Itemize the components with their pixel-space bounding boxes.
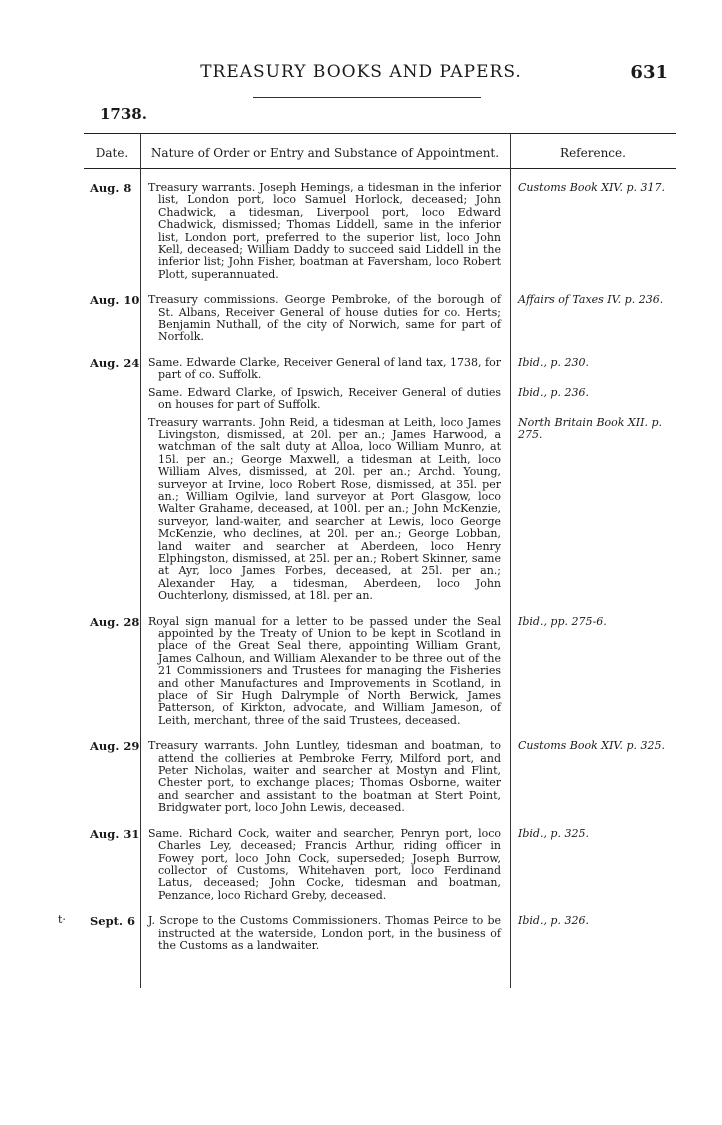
entry-text: Same. Richard Cock, waiter and searcher, Penryn port, loco Charles Ley, deceased; Francis Arthur, riding officer in Fowey port, loco John Cock, superseded; Joseph Burrow, collector of Customs, Whitehaven port, loco Ferdinand Latus, deceased; John Cocke, tidesman and boatman, Penzance, loco Richard Greby, deceased. — [148, 826, 501, 902]
table-top-rule — [84, 133, 676, 134]
entry-text: Treasury warrants. Joseph Hemings, a tidesman in the inferior list, London port, loco Samuel Horlock, deceased; John Chadwick, a tidesman, Liverpool port, loco Edward Chadwick, dismissed; Thomas Liddell, same in the inferior list, London port, preferred to the superior list, loco John Kell, deceased; William Daddy to succeed said Liddell in the inferior list; John Fisher, boatman at Faversham, loco Robert Plott, superannuated. — [148, 181, 501, 281]
entry-reference: Ibid., pp. 275-6. — [518, 614, 607, 628]
table-row — [84, 740, 676, 814]
entry-text: Treasury warrants. John Reid, a tidesman at Leith, loco James Livingston, dismissed, at 20l. per an.; James Harwood, a watchman of the salt duty at Alloa, loco William Munro, at 15l. per an.; George Maxwell, a tidesman at Leith, loco William Alves, dismissed, at 20l. per an.; Archd. Young, surveyor at Irvine, loco Robert Rose, dismissed, at 35l. per an.; William Ogilvie, land surveyor at Port Glasgow, loco Walter Grahame, deceased, at 100l. per an.; John McKenzie, surveyor, land-waiter, and searcher at Lewis, loco George McKenzie, who declines, at 20l. per an.; George Lobban, land waiter and searcher at Aberdeen, loco Henry Elphingston, dismissed, at 25l. per an.; Robert Skinner, same at Ayr, loco James Forbes, deceased, at 25l. per an.; Alexander Hay, a tidesman, Aberdeen, loco John Ouchterlony, dismissed, at 18l. per an. — [148, 415, 501, 603]
entry-date: Sept. 6 — [90, 914, 135, 929]
entry-text: Same. Edwarde Clarke, Receiver General of land tax, 1738, for part of co. Suffolk. — [148, 355, 501, 382]
stray-mark: t· — [58, 913, 66, 926]
head-rule — [253, 97, 481, 98]
entry — [140, 828, 676, 902]
entry-group — [140, 616, 676, 728]
entry-group — [140, 740, 676, 814]
year-heading: 1738. — [100, 105, 147, 123]
entry-reference: Ibid., p. 325. — [518, 826, 589, 840]
entry-reference: North Britain Book XII. p. 275. — [518, 415, 662, 441]
column-header-nature: Nature of Order or Entry and Substance of Appointment. — [150, 146, 500, 160]
entry-group — [140, 182, 676, 281]
running-head: TREASURY BOOKS AND PAPERS. — [200, 62, 522, 82]
entry — [140, 417, 676, 603]
entry-text: Treasury commissions. George Pembroke, of the borough of St. Albans, Receiver General of house duties for co. Herts; Benjamin Nuthall, of the city of Norwich, same for part of Norfolk. — [148, 293, 501, 344]
entry-date: Aug. 28 — [90, 614, 140, 629]
entry — [140, 357, 676, 382]
entry-group — [140, 357, 676, 603]
entry — [140, 740, 676, 814]
table-row — [84, 915, 676, 952]
entry-reference: Affairs of Taxes IV. p. 236. — [518, 293, 664, 307]
entry — [140, 616, 676, 728]
entry-group — [140, 915, 676, 952]
table-body — [84, 182, 676, 965]
entry — [140, 294, 676, 344]
table-row — [84, 357, 676, 603]
entry-date: Aug. 10 — [90, 293, 140, 308]
entry-text: Royal sign manual for a letter to be passed under the Seal appointed by the Treaty of Union to be kept in Scotland in place of the Great Seal there, appointing William Grant, James Calhoun, and William Alexander to be three out of the 21 Commissioners and Trustees for managing the Fisheries and other Manufactures and Improvements in Scotland, in place of Sir Hugh Dalrymple of North Berwick, James Patterson, of Kirkton, advocate, and William Jameson, of Leith, merchant, three of the said Trustees, deceased. — [148, 614, 501, 727]
entry-text: Treasury warrants. John Luntley, tidesman and boatman, to attend the collieries at Pembroke Ferry, Milford port, and Peter Nicholas, waiter and searcher at Mostyn and Flint, Chester port, to exchange places; Thomas Osborne, waiter and searcher and assistant to the boatman at Stert Point, Bridgwater port, loco John Lewis, deceased. — [148, 739, 501, 815]
entry-text: J. Scrope to the Customs Commissioners. Thomas Peirce to be instructed at the waterside, London port, in the business of the Customs as a landwaiter. — [148, 914, 501, 952]
entry-reference: Ibid., p. 326. — [518, 914, 589, 928]
entry-text: Same. Edward Clarke, of Ipswich, Receiver General of duties on houses for part of Suffolk. — [148, 385, 501, 412]
entry-reference: Customs Book XIV. p. 325. — [518, 739, 665, 753]
page-number: 631 — [630, 62, 668, 83]
table-row — [84, 182, 676, 281]
entry-group — [140, 828, 676, 902]
entry — [140, 182, 676, 281]
table-row — [84, 828, 676, 902]
table-row — [84, 616, 676, 728]
entry-reference: Customs Book XIV. p. 317. — [518, 181, 665, 194]
entry-date: Aug. 31 — [90, 826, 140, 841]
entry-date: Aug. 8 — [90, 181, 132, 195]
entry — [140, 387, 676, 412]
entry-reference: Ibid., p. 236. — [518, 385, 589, 399]
column-header-date: Date. — [95, 146, 129, 160]
entry-date: Aug. 29 — [90, 739, 140, 754]
header-bottom-rule — [84, 168, 676, 169]
entry-reference: Ibid., p. 230. — [518, 355, 589, 369]
table-row — [84, 294, 676, 344]
entry-date: Aug. 24 — [90, 355, 140, 370]
entry-group — [140, 294, 676, 344]
column-header-reference: Reference. — [560, 146, 626, 160]
entry — [140, 915, 676, 952]
